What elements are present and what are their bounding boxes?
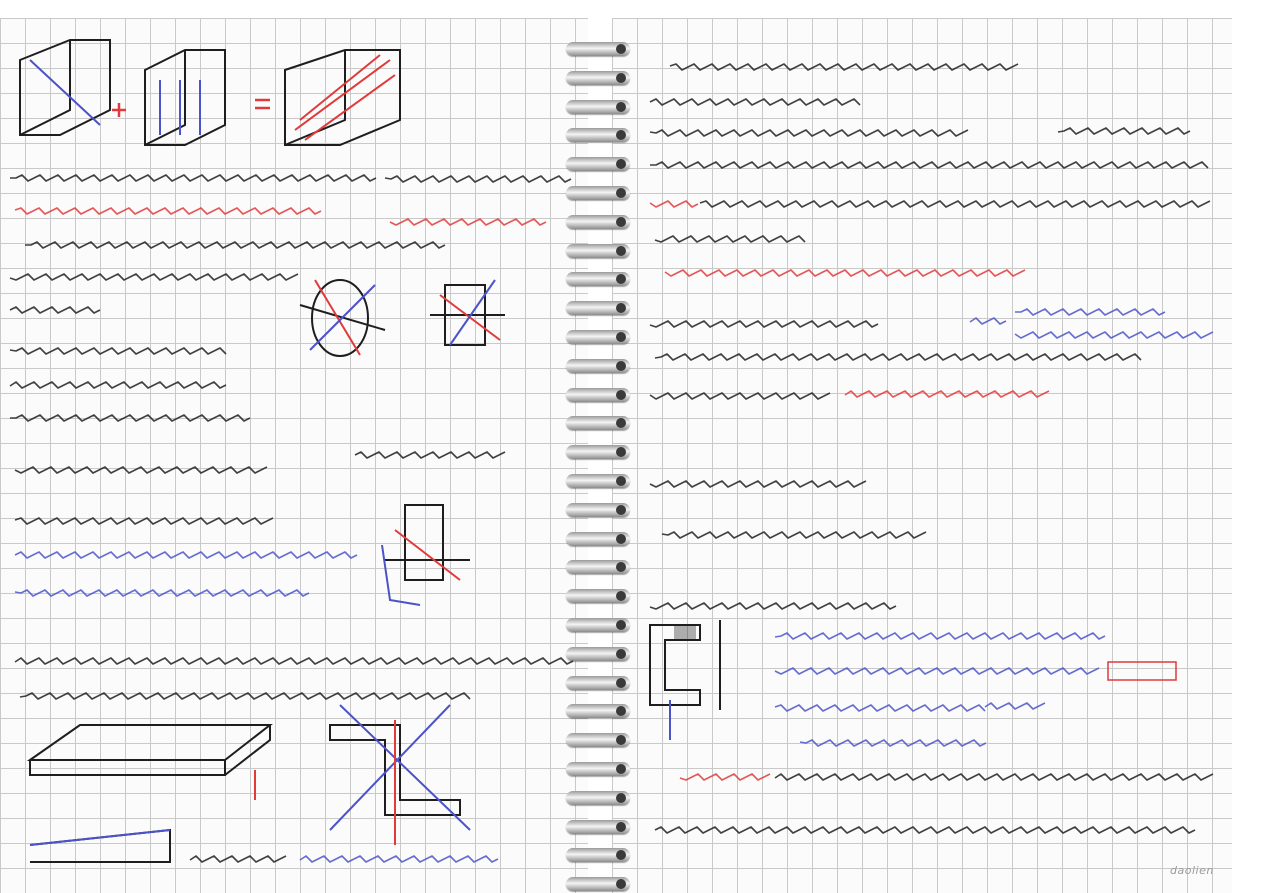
handwritten-line <box>10 274 298 280</box>
handwritten-line <box>775 668 1099 674</box>
handwritten-line <box>650 99 860 105</box>
handwritten-line <box>650 162 1208 168</box>
handwritten-line <box>650 130 968 136</box>
boxed-result <box>1108 662 1176 680</box>
z-section-sketch <box>330 705 470 845</box>
handwritten-line <box>15 208 321 214</box>
handwritten-line <box>775 774 1213 780</box>
handwritten-line <box>10 382 226 388</box>
moment-diagram-sketch <box>30 830 170 862</box>
rectangle-section-sketch <box>430 280 505 345</box>
handwritten-line <box>15 467 267 473</box>
handwritten-line <box>680 774 770 780</box>
handwritten-line <box>10 175 376 181</box>
deflection-section-sketch <box>382 505 470 605</box>
handwritten-line <box>670 64 1018 70</box>
handwritten-line <box>1015 309 1165 315</box>
handwritten-line <box>650 393 830 399</box>
block-sketch-2 <box>145 50 225 145</box>
handwritten-line <box>20 693 470 699</box>
handwritten-line <box>650 201 698 207</box>
handwritten-line <box>650 481 866 487</box>
handwritten-line <box>985 703 1045 709</box>
handwritten-line <box>775 705 985 711</box>
handwritten-line <box>10 348 226 354</box>
handwritten-line <box>655 827 1195 833</box>
handwritten-line <box>700 201 1210 207</box>
handwritten-line <box>1015 332 1213 338</box>
handwritten-line <box>662 532 926 538</box>
handwritten-line <box>15 552 357 558</box>
handwritten-line <box>385 176 571 182</box>
handwritten-line <box>665 270 1025 276</box>
handwritten-line <box>15 590 309 596</box>
handwritten-line <box>15 658 573 664</box>
left-page-diagrams <box>20 40 505 862</box>
handwritten-line <box>300 856 498 862</box>
handwritten-line <box>190 856 286 862</box>
handwritten-line <box>845 391 1049 397</box>
beam-sketch <box>30 725 270 800</box>
handwritten-line <box>775 633 1105 639</box>
handwritten-line <box>650 603 896 609</box>
plus-and-equals-signs <box>112 100 270 117</box>
handwritten-line <box>10 415 250 421</box>
ellipse-section-sketch <box>300 280 385 356</box>
channel-section-sketch <box>650 620 720 740</box>
handwritten-line <box>970 318 1006 324</box>
brand-mark: daolien <box>1170 864 1214 877</box>
handwritten-line <box>1058 128 1190 134</box>
handwritten-line <box>25 242 445 248</box>
block-sketch-3 <box>285 50 400 145</box>
block-sketch-1 <box>20 40 110 135</box>
handwritten-line <box>650 321 878 327</box>
handwritten-line <box>390 219 546 225</box>
handwritten-line <box>355 452 505 458</box>
handwritten-line <box>655 354 1141 360</box>
handwritten-line <box>655 236 805 242</box>
handwritten-line <box>10 307 100 313</box>
handwritten-line <box>15 518 273 524</box>
handwritten-line <box>800 740 986 746</box>
